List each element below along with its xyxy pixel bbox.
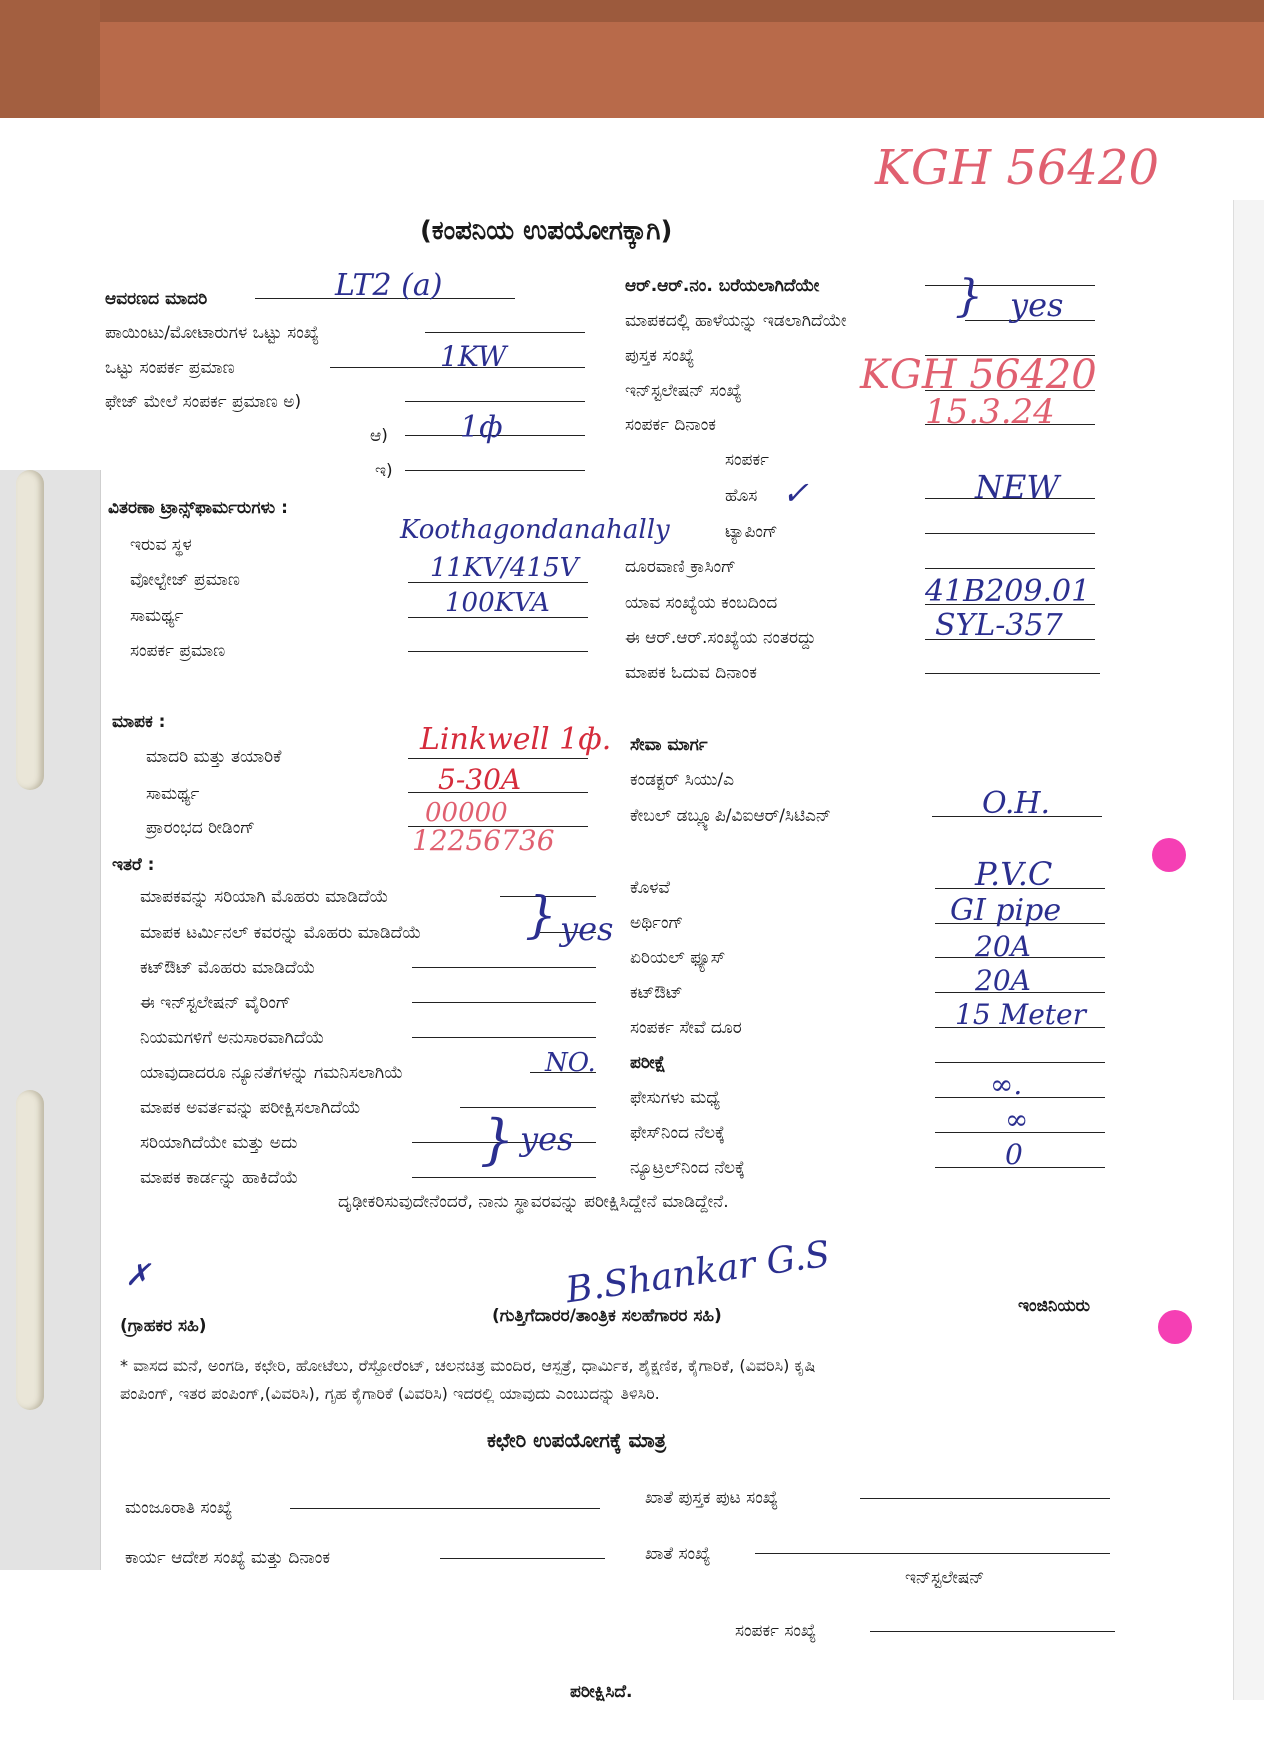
wiring-label: ಈ ಇನ್‌ಸ್ಟಲೇಷನ್ ವೈರಿಂಗ್ <box>140 993 291 1013</box>
meter-capacity-label: ಸಾಮರ್ಥ್ಯ <box>146 784 200 804</box>
tapping-label: ಟ್ಯಾಪಿಂಗ್ <box>725 522 778 542</box>
location-label: ಇರುವ ಸ್ಥಳ <box>130 535 192 555</box>
meter-serial-value: 12256736 <box>412 824 555 857</box>
service-label: ಸೇವಾ ಮಾರ್ಗ <box>630 735 708 755</box>
seal-yes-value: yes <box>560 910 614 948</box>
meter-make-label: ಮಾದರಿ ಮತ್ತು ತಯಾರಿಕೆ <box>146 747 282 767</box>
certify-text: ದೃಢೀಕರಿಸುವುದೇನೆಂದರೆ, ನಾನು ಸ್ಥಾವರವನ್ನು ಪರೀಕ್ಷಿಸಿದ್ದೇನೆ ಮಾಡಿದ್ದೇನೆ. <box>338 1192 729 1212</box>
meter-make-value: Linkwell 1ф. <box>420 722 612 757</box>
installation-label: ಇನ್‌ಸ್ಟಲೇಷನ್ <box>905 1568 985 1588</box>
tr-capacity-label: ಸಾಮರ್ಥ್ಯ <box>130 606 184 626</box>
tariff-label: ಆವರಣದ ಮಾದರಿ <box>105 289 208 309</box>
engineer-label: ಇಂಜಿನಿಯರು <box>1018 1296 1091 1316</box>
phase-earth-label: ಫೇಸ್‌ನಿಂದ ನೆಲಕ್ಕೆ <box>630 1123 725 1143</box>
defects-label: ಯಾವುದಾದರೂ ನ್ಯೂನತೆಗಳನ್ನು ಗಮನಿಸಲಾಗಿಯೆ <box>140 1063 404 1083</box>
sanction-label: ಮಂಜೂರಾತಿ ಸಂಖ್ಯೆ <box>125 1498 233 1518</box>
total-load-value: 1KW <box>440 340 507 373</box>
after-rr-value: SYL-357 <box>935 608 1063 643</box>
tapping-line <box>925 533 1095 534</box>
customer-sign-label: (ಗ್ರಾಹಕರ ಸಹಿ) <box>120 1316 207 1336</box>
desk-edge <box>0 0 100 118</box>
seal2-label: ಮಾಪಕ ಟರ್ಮಿನಲ್ ಕವರನ್ನು ಮೊಹರು ಮಾಡಿದೆಯೆ <box>140 923 422 943</box>
pole-label: ಯಾವ ಸಂಖ್ಯೆಯ ಕಂಬದಿಂದ <box>625 593 778 613</box>
date-label: ಸಂಪರ್ಕ ದಿನಾಂಕ <box>625 415 716 435</box>
new-label: ಹೊಸ <box>725 486 758 506</box>
pole-value: 41B209.01 <box>925 574 1091 609</box>
phase-c-label: ಇ) <box>375 461 393 481</box>
seal3-label: ಕಟ್‌ಔಟ್ ಮೊಹರು ಮಾಡಿದೆಯೆ <box>140 958 316 978</box>
phase-b-value: 1ф <box>460 410 503 445</box>
correct-label: ಸರಿಯಾಗಿದೆಯೇ ಮತ್ತು ಅದು <box>140 1133 298 1153</box>
earthing-label: ಅರ್ಥಿಂಗ್ <box>630 913 684 933</box>
work-order-line <box>440 1558 605 1559</box>
meter-heading: ಮಾಪಕ : <box>112 712 166 732</box>
meter-capacity-value: 5-30A <box>438 763 522 796</box>
connection-no-label: ಸಂಪರ್ಕ ಸಂಖ್ಯೆ <box>735 1621 817 1641</box>
phases-value: ∞. <box>990 1068 1023 1101</box>
new-value: NEW <box>975 468 1060 506</box>
seal3-line <box>412 967 596 968</box>
pipe-value: P.V.C <box>975 855 1053 893</box>
test-label: ಪರೀಕ್ಷೆ <box>630 1053 666 1073</box>
ledger-label: ಖಾತೆ ಪುಸ್ತಕ ಪುಟ ಸಂಖ್ಯೆ <box>645 1488 779 1508</box>
install-value: KGH 56420 <box>860 352 1097 398</box>
reading-date-label: ಮಾಪಕ ಓದುವ ದಿನಾಂಕ <box>625 663 757 683</box>
voltage-value: 11KV/415V <box>430 553 579 583</box>
card-label: ಮಾಪಕ ಕಾರ್ಡನ್ನು ಹಾಕಿದೆಯೆ <box>140 1168 299 1188</box>
initial-reading-label: ಪ್ರಾರಂಭದ ರೀಡಿಂಗ್ <box>146 818 255 838</box>
wiring-line <box>412 1002 596 1003</box>
book-label: ಪುಸ್ತಕ ಸಂಖ್ಯೆ <box>625 346 695 366</box>
voltage-label: ವೋಲ್ಟೇಜ್ ಪ್ರಮಾಣ <box>130 570 240 590</box>
pipe-label: ಕೊಳವೆ <box>630 878 671 898</box>
test-line <box>935 1062 1105 1063</box>
cutout-value: 20A <box>975 964 1031 997</box>
rules-label: ನಿಯಮಗಳಿಗೆ ಅನುಸಾರವಾಗಿದೆಯೆ <box>140 1028 325 1048</box>
cable-label: ಕೇಬಲ್ ಡಬ್ಲ್ಯೂಪಿ/ವಿಐಆರ್/ಸಿಟಿಎನ್ <box>630 806 831 826</box>
phase-b-label: ಆ) <box>370 426 388 446</box>
sanction-line <box>290 1508 600 1509</box>
phone-label: ದೂರವಾಣಿ ಕ್ರಾಸಿಂಗ್ <box>625 557 736 577</box>
others-heading: ಇತರೆ : <box>112 855 155 875</box>
after-rr-label: ಈ ಆರ್.ಆರ್.ಸಂಖ್ಯೆಯ ನಂತರದ್ದು <box>625 628 816 648</box>
neutral-value: 0 <box>1005 1138 1023 1171</box>
contractor-signature: B.Shankar G.S <box>563 1233 833 1312</box>
fuse-value: 20A <box>975 930 1031 963</box>
binder-clip-bottom <box>16 1090 44 1410</box>
cable-value: O.H. <box>982 786 1051 821</box>
check-yes-value: yes <box>520 1120 574 1158</box>
earthing-value: GI pipe <box>950 893 1062 928</box>
meter-sheet-label: ಮಾಪಕದಲ್ಲಿ ಹಾಳೆಯನ್ನು ಇಡಲಾಗಿದೆಯೇ <box>625 311 847 331</box>
cutout-label: ಕಟ್‌ಔಟ್ <box>630 983 683 1003</box>
connection-no-line <box>870 1631 1115 1632</box>
meter-make-line <box>408 758 588 759</box>
punch-hole-top <box>1152 838 1186 872</box>
phase-c-line <box>405 470 585 471</box>
seal-brace-icon: } <box>525 886 557 944</box>
rotation-label: ಮಾಪಕ ಅವರ್ತವನ್ನು ಪರೀಕ್ಷಿಸಲಾಗಿದೆಯೆ <box>140 1098 361 1118</box>
desk-background <box>0 0 1264 118</box>
desk-top-bar <box>100 0 1264 22</box>
tr-load-label: ಸಂಪರ್ಕ ಪ್ರಮಾಣ <box>130 641 226 661</box>
rr-label: ಆರ್.ಆರ್.ನಂ. ಬರೆಯಲಾಗಿದೆಯೇ <box>625 276 820 296</box>
account-label: ಖಾತೆ ಸಂಖ್ಯೆ <box>645 1544 711 1564</box>
binder-clip-top <box>16 470 44 790</box>
brace-icon: } <box>955 271 983 322</box>
conductor-label: ಕಂಡಕ್ಟರ್ ಸಿಯು/ಎ <box>630 770 735 790</box>
connection-label: ಸಂಪರ್ಕ <box>725 450 769 470</box>
rr-yes-value: yes <box>1010 286 1064 324</box>
form-number: KGH 56420 <box>875 140 1160 196</box>
distance-value: 15 Meter <box>955 998 1086 1031</box>
punch-hole-bottom <box>1158 1310 1192 1344</box>
customer-signature-mark: ✗ <box>125 1258 151 1293</box>
install-label: ಇನ್‌ಸ್ಟಲೇಷನ್ ಸಂಖ್ಯೆ <box>625 381 742 401</box>
date-value: 15.3.24 <box>925 392 1055 432</box>
points-label: ಪಾಯಿಂಟು/ಮೋಟಾರುಗಳ ಒಟ್ಟು ಸಂಖ್ಯೆ <box>105 323 320 343</box>
rules-line <box>412 1037 596 1038</box>
fuse-label: ಏರಿಯಲ್ ಫ್ಯೂಸ್ <box>630 948 726 968</box>
contractor-sign-label: (ಗುತ್ತಿಗೆದಾರರ/ತಾಂತ್ರಿಕ ಸಲಹೆಗಾರರ ಸಹಿ) <box>492 1306 722 1326</box>
phase-a-label: ಫೇಜ್ ಮೇಲೆ ಸಂಪರ್ಕ ಪ್ರಮಾಣ ಅ) <box>105 392 302 412</box>
phase-earth-value: ∞ <box>1005 1103 1029 1136</box>
account-line <box>755 1553 1110 1554</box>
page-title: (ಕಂಪನಿಯ ಉಪಯೋಗಕ್ಕಾಗಿ) <box>420 216 673 246</box>
phone-line <box>925 568 1095 569</box>
tr-capacity-value: 100KVA <box>445 588 550 618</box>
ledger-line <box>860 1498 1110 1499</box>
initial-reading-value: 00000 <box>425 798 508 828</box>
tr-load-line <box>408 651 588 652</box>
phase-a-line <box>405 401 585 402</box>
check-icon: ✓ <box>782 474 809 512</box>
neutral-label: ನ್ಯೂಟ್ರಲ್‌ನಿಂದ ನೆಲಕ್ಕೆ <box>630 1158 745 1178</box>
tariff-value: LT2 (a) <box>335 268 443 303</box>
seal1-label: ಮಾಪಕವನ್ನು ಸರಿಯಾಗಿ ಮೊಹರು ಮಾಡಿದೆಯೆ <box>140 887 389 907</box>
note-line-1: * ವಾಸದ ಮನೆ, ಅಂಗಡಿ, ಕಛೇರಿ, ಹೋಟೆಲು, ರೆಸ್ಟೋರೆಂಟ್, ಚಲನಚಿತ್ರ ಮಂದಿರ, ಆಸ್ಪತ್ರೆ, ಧಾರ್ಮಿಕ, ಶೈಕ್ಷಣಿಕ, ಕೈಗಾರಿಕೆ, (ವಿವರಿಸಿ) ಕೃಷಿ <box>120 1356 816 1375</box>
points-line <box>425 332 585 333</box>
note-line-2: ಪಂಪಿಂಗ್, ಇತರ ಪಂಪಿಂಗ್,(ವಿವರಿಸಿ), ಗೃಹ ಕೈಗಾರಿಕೆ (ವಿವರಿಸಿ) ಇದರಲ್ಲಿ ಯಾವುದು ಎಂಬುದನ್ನು ತಿಳಿಸಿರಿ. <box>120 1384 660 1403</box>
defects-value: NO. <box>545 1048 596 1078</box>
total-load-label: ಒಟ್ಟು ಸಂಪರ್ಕ ಪ್ರಮಾಣ <box>105 358 235 378</box>
work-order-label: ಕಾರ್ಯ ಆದೇಶ ಸಂಖ್ಯೆ ಮತ್ತು ದಿನಾಂಕ <box>125 1548 330 1568</box>
file-binder <box>0 470 101 1570</box>
distance-label: ಸಂಪರ್ಕ ಸೇವೆ ದೂರ <box>630 1018 742 1038</box>
check-brace-icon: } <box>480 1108 515 1171</box>
office-heading: ಕಛೇರಿ ಉಪಯೋಗಕ್ಕೆ ಮಾತ್ರ <box>487 1428 667 1452</box>
location-value: Koothagondanahally <box>400 515 670 545</box>
transformer-heading: ವಿತರಣಾ ಟ್ರಾನ್ಸ್‌ಫಾರ್ಮರುಗಳು : <box>108 498 288 518</box>
checked-label: ಪರೀಕ್ಷಿಸಿದೆ. <box>570 1682 633 1702</box>
page-stack-edge <box>1233 200 1264 1700</box>
reading-date-line <box>925 673 1100 674</box>
phases-label: ಫೇಸುಗಳು ಮಧ್ಯೆ <box>630 1088 721 1108</box>
